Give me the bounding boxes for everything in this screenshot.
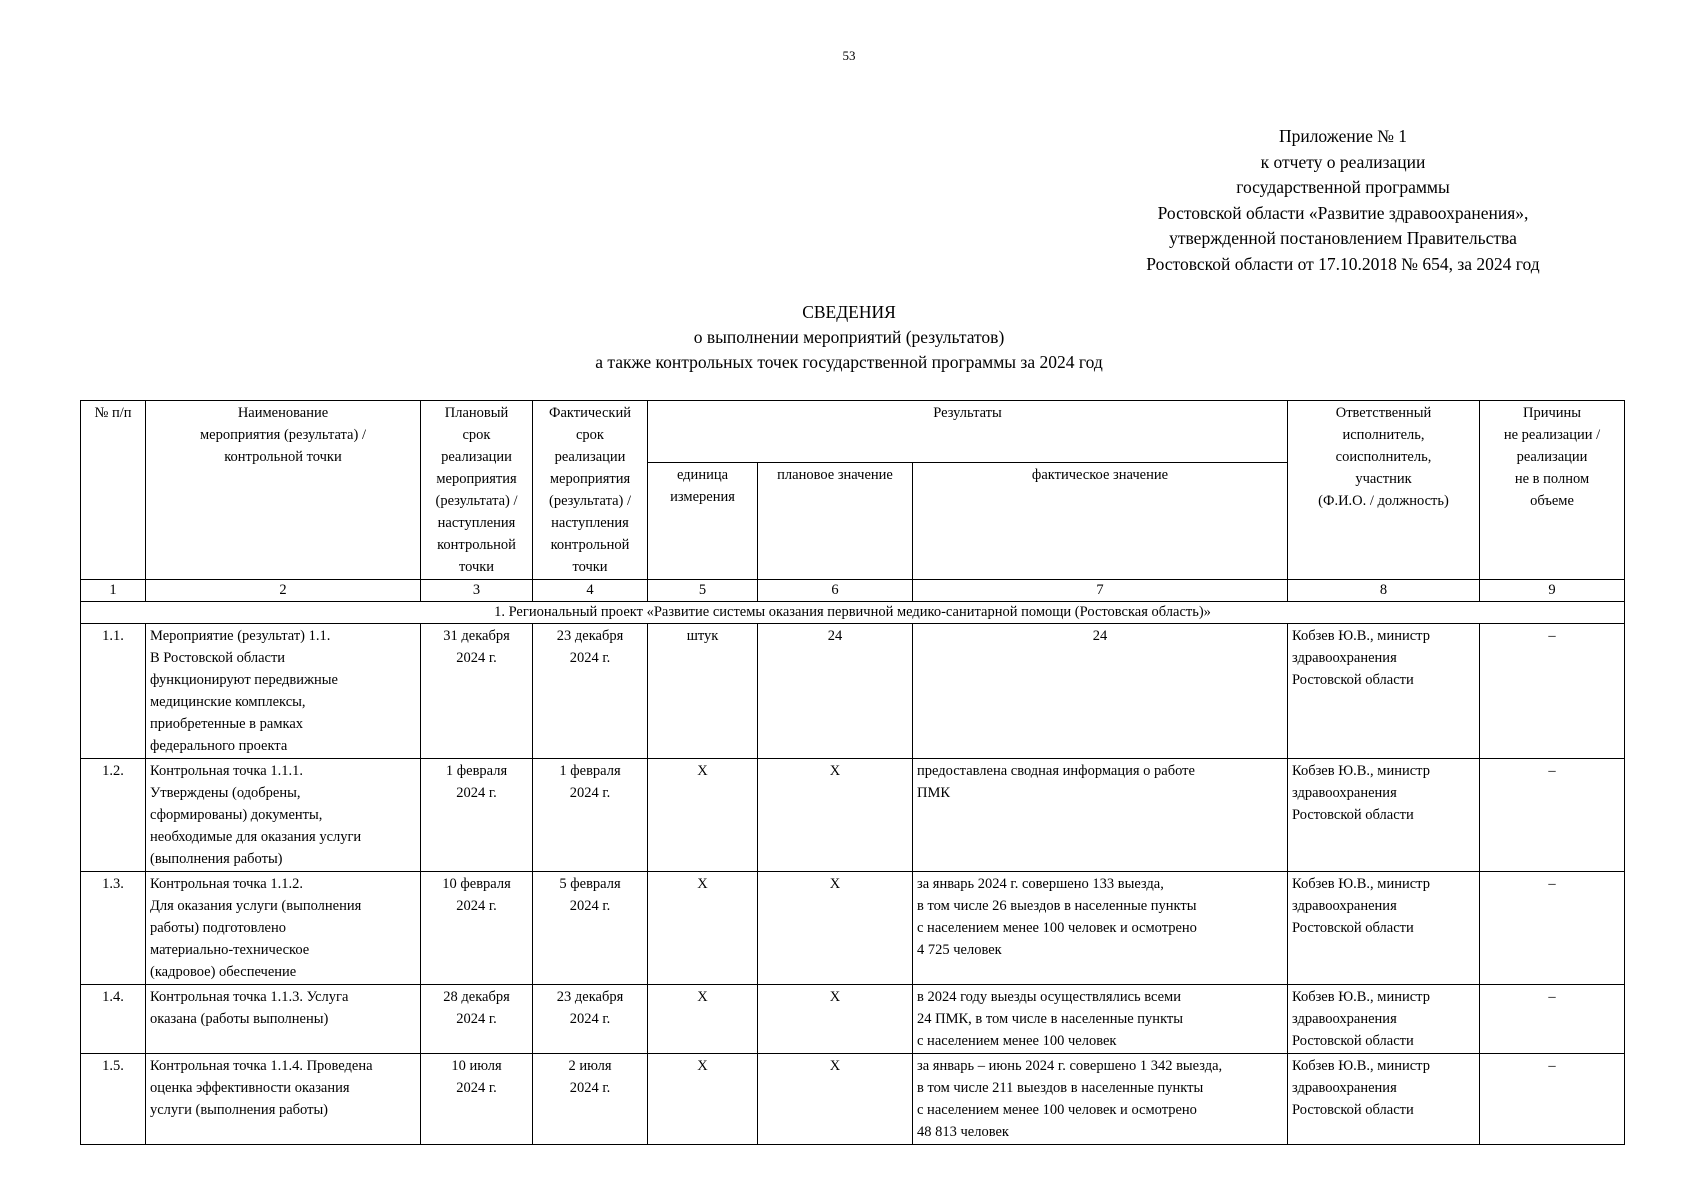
header-plan-date-line: контрольной — [437, 537, 516, 553]
row-responsible — [1288, 624, 1480, 759]
appendix-line: Приложение № 1 — [1278, 126, 1408, 146]
row-unit: Х — [648, 985, 758, 1054]
row-fact-value-line: с населением менее 100 человек — [917, 1033, 1117, 1049]
row-number: 1.4. — [81, 985, 146, 1054]
table-row — [81, 1054, 1625, 1145]
row-plan-date-line: 2024 г. — [456, 650, 497, 666]
row-fact-value-line: ПМК — [917, 785, 951, 801]
column-number: 1 — [81, 580, 146, 602]
table-row — [81, 985, 1625, 1054]
header-responsible-line: исполнитель, — [1342, 427, 1425, 443]
row-name — [146, 624, 421, 759]
row-name-line: (выполнения работы) — [150, 851, 283, 867]
row-name-line: Контрольная точка 1.1.2. — [150, 876, 303, 892]
row-responsible-line: Ростовской области — [1292, 1102, 1414, 1118]
row-fact-value-line: предоставлена сводная информация о работе — [917, 763, 1195, 779]
appendix-line: утвержденной постановлением Правительства — [1169, 228, 1517, 248]
row-plan-value: Х — [758, 759, 913, 872]
row-responsible-line: Кобзев Ю.В., министр — [1292, 628, 1430, 644]
row-fact-date — [533, 624, 648, 759]
appendix-block — [1063, 124, 1623, 277]
header-fact-date-line: (результата) / — [548, 493, 632, 509]
header-plan-date — [421, 401, 533, 580]
row-name — [146, 759, 421, 872]
row-fact-date-line: 2 июля — [568, 1058, 612, 1074]
column-number: 7 — [913, 580, 1288, 602]
row-number: 1.1. — [81, 624, 146, 759]
row-fact-date — [533, 872, 648, 985]
row-name-line: сформированы) документы, — [150, 807, 323, 823]
header-unit — [648, 463, 758, 580]
row-plan-date-line: 2024 г. — [456, 898, 497, 914]
row-reason: – — [1480, 985, 1625, 1054]
header-num: № п/п — [81, 401, 146, 580]
header-fact-date — [533, 401, 648, 580]
table-row — [81, 872, 1625, 985]
row-responsible-line: здравоохранения — [1292, 898, 1397, 914]
row-name-line: необходимые для оказания услуги — [150, 829, 362, 845]
row-fact-date-line: 23 декабря — [556, 628, 624, 644]
header-reasons-line: Причины — [1522, 405, 1582, 421]
row-fact-date-line: 2024 г. — [569, 898, 611, 914]
row-fact-date-line: 2024 г. — [569, 650, 611, 666]
row-plan-date-line: 2024 г. — [456, 785, 497, 801]
row-responsible — [1288, 1054, 1480, 1145]
column-number: 6 — [758, 580, 913, 602]
page-number: 53 — [842, 48, 856, 63]
row-fact-value — [913, 985, 1288, 1054]
row-plan-date-line: 28 декабря — [443, 989, 510, 1005]
row-plan-date — [421, 985, 533, 1054]
row-fact-value-line: 48 813 человек — [917, 1124, 1009, 1140]
row-fact-value — [913, 1054, 1288, 1145]
header-fact-date-line: наступления — [551, 515, 629, 531]
row-number: 1.5. — [81, 1054, 146, 1145]
row-responsible — [1288, 872, 1480, 985]
row-fact-value-line: в том числе 26 выездов в населенные пункты — [917, 898, 1197, 914]
row-plan-date-line: 2024 г. — [456, 1080, 497, 1096]
row-responsible-line: Кобзев Ю.В., министр — [1292, 989, 1430, 1005]
row-plan-date-line: 10 февраля — [442, 876, 511, 892]
row-fact-value-line: в 2024 году выезды осуществлялись всеми — [917, 989, 1181, 1005]
row-responsible — [1288, 759, 1480, 872]
row-responsible-line: Ростовской области — [1292, 672, 1414, 688]
row-fact-value-line: с населением менее 100 человек и осмотрено — [917, 1102, 1197, 1118]
row-reason: – — [1480, 624, 1625, 759]
row-fact-value-line: с населением менее 100 человек и осмотрено — [917, 920, 1197, 936]
header-reasons-line: не реализации / — [1503, 427, 1601, 443]
row-name-line: (кадровое) обеспечение — [150, 964, 297, 980]
header-row-1 — [81, 401, 1625, 463]
row-name — [146, 872, 421, 985]
row-name — [146, 985, 421, 1054]
row-fact-value-line: за январь 2024 г. совершено 133 выезда, — [917, 876, 1164, 892]
header-unit-line: единица — [676, 467, 729, 484]
header-reasons-line: не в полном — [1514, 471, 1590, 487]
row-responsible-line: Кобзев Ю.В., министр — [1292, 876, 1430, 892]
report-table — [80, 400, 1625, 1145]
header-plan-value: плановое значение — [758, 463, 913, 580]
row-fact-value-line: 24 — [1092, 628, 1108, 644]
header-plan-date-line: Плановый — [444, 405, 509, 421]
appendix-line: к отчету о реализации — [1260, 151, 1426, 172]
header-responsible-line: Ответственный — [1335, 405, 1432, 421]
row-responsible — [1288, 985, 1480, 1054]
column-number-row — [81, 580, 1625, 602]
row-fact-value-line: 4 725 человек — [917, 942, 1002, 958]
table-row — [81, 759, 1625, 872]
header-name-line: контрольной точки — [224, 449, 342, 465]
column-number: 3 — [421, 580, 533, 602]
header-fact-date-line: точки — [572, 559, 608, 575]
row-fact-value-line: в том числе 211 выездов в населенные пункты — [917, 1080, 1204, 1096]
header-name-line: Наименование — [237, 405, 329, 421]
row-name-line: Для оказания услуги (выполнения — [150, 898, 362, 914]
row-responsible-line: Ростовской области — [1292, 920, 1414, 936]
row-responsible-line: здравоохранения — [1292, 1011, 1397, 1027]
row-plan-value: Х — [758, 872, 913, 985]
row-fact-date-line: 1 февраля — [559, 763, 621, 779]
row-fact-date-line: 2024 г. — [569, 1011, 611, 1027]
document-title — [0, 300, 1698, 375]
row-name-line: Контрольная точка 1.1.1. — [150, 763, 303, 779]
row-number: 1.2. — [81, 759, 146, 872]
row-plan-date — [421, 1054, 533, 1145]
row-plan-date-line: 1 февраля — [445, 763, 508, 779]
row-responsible-line: здравоохранения — [1292, 785, 1397, 801]
row-fact-value-line: за январь – июнь 2024 г. совершено 1 342 выезда, — [917, 1058, 1223, 1074]
header-responsible-line: участник — [1355, 471, 1412, 487]
header-plan-date-line: реализации — [441, 449, 512, 465]
row-fact-date-line: 2024 г. — [569, 1080, 611, 1096]
row-reason: – — [1480, 1054, 1625, 1145]
row-fact-value — [913, 759, 1288, 872]
column-number: 4 — [533, 580, 648, 602]
row-unit: штук — [648, 624, 758, 759]
header-name-line: мероприятия (результата) / — [200, 427, 366, 443]
table-row — [81, 624, 1625, 759]
row-name-line: медицинские комплексы, — [150, 694, 306, 710]
header-name — [146, 401, 421, 580]
row-unit: Х — [648, 1054, 758, 1145]
row-plan-date — [421, 759, 533, 872]
row-fact-date-line: 5 февраля — [559, 876, 621, 892]
row-name-line: Мероприятие (результат) 1.1. — [150, 628, 331, 644]
row-plan-value: Х — [758, 985, 913, 1054]
row-plan-value: 24 — [758, 624, 913, 759]
header-reasons-line: объеме — [1530, 493, 1574, 509]
row-plan-date — [421, 624, 533, 759]
row-name-line: оказана (работы выполнены) — [150, 1011, 329, 1027]
header-plan-date-line: (результата) / — [435, 493, 518, 509]
row-responsible-line: здравоохранения — [1292, 650, 1397, 666]
section-row — [81, 602, 1625, 624]
header-fact-date-line: контрольной — [550, 537, 630, 553]
row-name-line: Утверждены (одобрены, — [150, 785, 301, 801]
row-reason: – — [1480, 759, 1625, 872]
title-line-3: а также контрольных точек государственной программы за 2024 год — [595, 352, 1103, 372]
row-plan-value: Х — [758, 1054, 913, 1145]
title-line-1: СВЕДЕНИЯ — [802, 302, 896, 322]
row-fact-value — [913, 624, 1288, 759]
section-title: 1. Региональный проект «Развитие системы оказания первичной медико-санитарной помощи (Ростовская область)» — [81, 602, 1625, 624]
row-fact-date — [533, 985, 648, 1054]
header-reasons — [1480, 401, 1625, 580]
row-unit: Х — [648, 759, 758, 872]
row-name-line: услуги (выполнения работы) — [150, 1102, 329, 1118]
row-fact-date — [533, 759, 648, 872]
row-plan-date-line: 31 декабря — [443, 628, 510, 644]
row-name-line: федерального проекта — [150, 738, 288, 754]
row-name-line: материально-техническое — [150, 942, 310, 958]
header-reasons-line: реализации — [1516, 449, 1588, 465]
row-name-line: Контрольная точка 1.1.4. Проведена — [150, 1058, 373, 1074]
row-name-line: Контрольная точка 1.1.3. Услуга — [150, 989, 349, 1005]
column-number: 8 — [1288, 580, 1480, 602]
header-responsible-line: (Ф.И.О. / должность) — [1318, 493, 1449, 509]
header-unit-line: измерения — [670, 489, 735, 506]
header-fact-value: фактическое значение — [913, 463, 1288, 580]
row-responsible-line: Ростовской области — [1292, 807, 1414, 823]
row-fact-date-line: 23 декабря — [556, 989, 624, 1005]
title-line-2: о выполнении мероприятий (результатов) — [693, 327, 1005, 347]
header-responsible-line: соисполнитель, — [1335, 449, 1432, 465]
row-name-line: оценка эффективности оказания — [150, 1080, 350, 1096]
header-results: Результаты — [648, 401, 1288, 463]
row-reason: – — [1480, 872, 1625, 985]
row-fact-date — [533, 1054, 648, 1145]
row-plan-date-line: 2024 г. — [456, 1011, 497, 1027]
row-plan-date-line: 10 июля — [451, 1058, 502, 1074]
row-name-line: функционируют передвижные — [150, 672, 338, 688]
row-plan-date — [421, 872, 533, 985]
row-fact-value — [913, 872, 1288, 985]
row-name-line: приобретенные в рамках — [150, 716, 304, 732]
row-fact-value-line: 24 ПМК, в том числе в населенные пункты — [917, 1011, 1183, 1027]
row-number: 1.3. — [81, 872, 146, 985]
header-plan-date-line: точки — [458, 559, 495, 575]
row-name — [146, 1054, 421, 1145]
column-number: 2 — [146, 580, 421, 602]
header-fact-date-line: Фактический — [549, 405, 631, 421]
header-plan-date-line: срок — [462, 427, 491, 443]
row-name-line: В Ростовской области — [150, 650, 286, 666]
row-responsible-line: Кобзев Ю.В., министр — [1292, 763, 1430, 779]
header-fact-date-line: реализации — [554, 449, 626, 465]
column-number: 9 — [1480, 580, 1625, 602]
header-fact-date-line: мероприятия — [549, 471, 631, 487]
appendix-line: Ростовской области «Развитие здравоохранения», — [1157, 202, 1529, 223]
appendix-line: государственной программы — [1236, 177, 1450, 197]
header-plan-date-line: мероприятия — [436, 471, 517, 487]
header-responsible — [1288, 401, 1480, 580]
row-responsible-line: здравоохранения — [1292, 1080, 1397, 1096]
row-fact-date-line: 2024 г. — [569, 785, 611, 801]
appendix-line: Ростовской области от 17.10.2018 № 654, за 2024 год — [1146, 253, 1540, 274]
column-number: 5 — [648, 580, 758, 602]
header-plan-date-line: наступления — [437, 515, 516, 531]
row-name-line: работы) подготовлено — [150, 920, 287, 936]
header-fact-date-line: срок — [576, 427, 604, 443]
row-unit: Х — [648, 872, 758, 985]
row-responsible-line: Ростовской области — [1292, 1033, 1414, 1049]
row-responsible-line: Кобзев Ю.В., министр — [1292, 1058, 1430, 1074]
